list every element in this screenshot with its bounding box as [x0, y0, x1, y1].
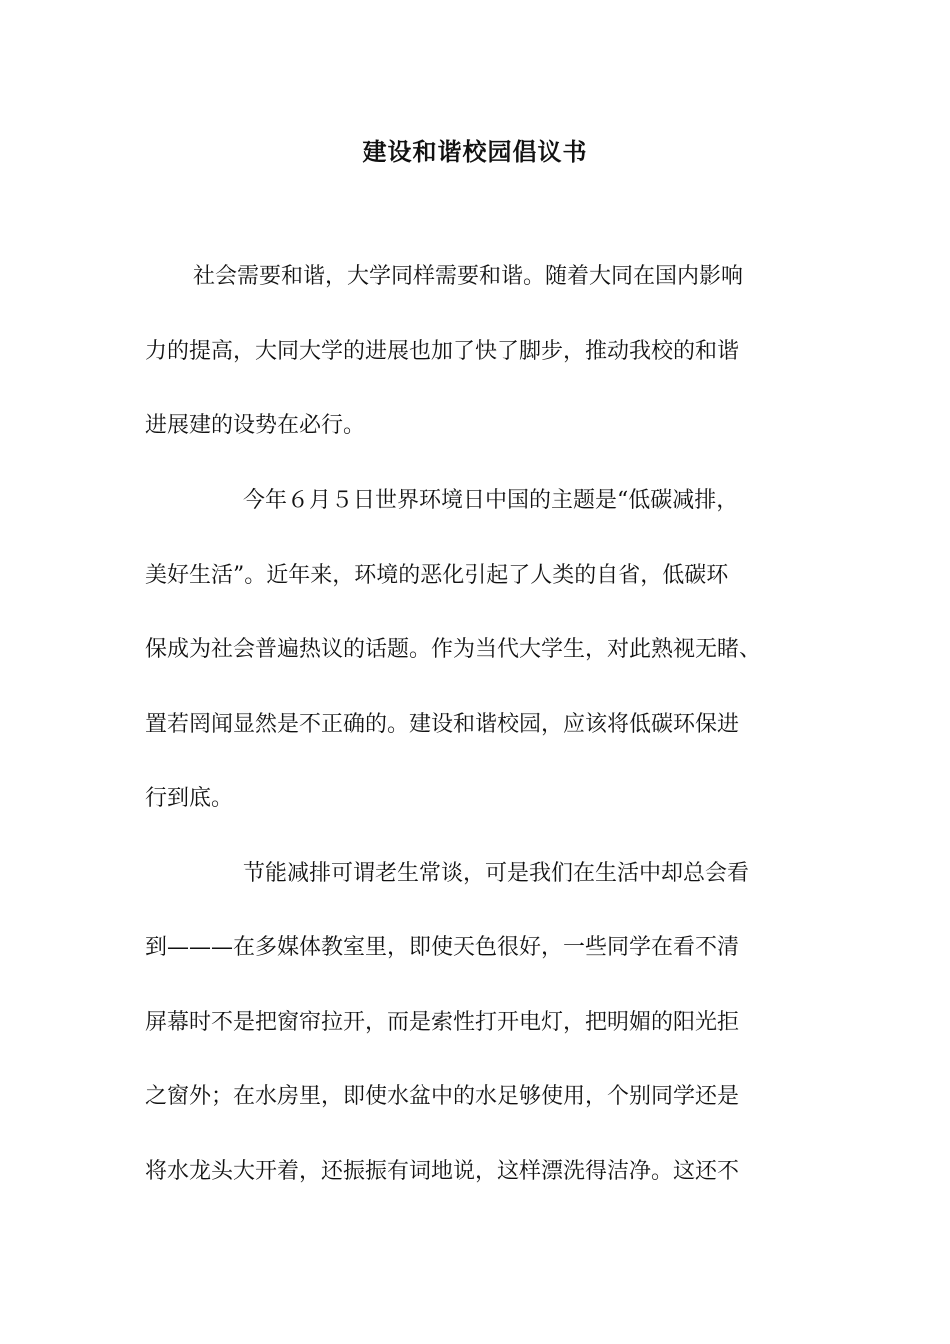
document-title: 建设和谐校园倡议书: [362, 137, 588, 166]
paragraph-line: 行到底。: [145, 786, 234, 811]
paragraph-line: 将水龙头大开着，还振振有词地说，这样漂洗得洁净。这还不: [145, 1159, 740, 1184]
paragraph-line: 保成为社会普遍热议的话题。作为当代大学生，对此熟视无睹、: [145, 637, 762, 662]
paragraph-line: 社会需要和谐，大学同样需要和谐。随着大同在国内影响: [193, 264, 744, 289]
paragraph-line: 置若罔闻显然是不正确的。建设和谐校园，应该将低碳环保进: [145, 712, 740, 737]
paragraph-line: 到———在多媒体教室里，即使天色很好，一些同学在看不清: [145, 935, 740, 960]
paragraph-line: 进展建的设势在必行。: [145, 413, 366, 438]
paragraph-line: 节能减排可谓老生常谈，可是我们在生活中却总会看: [243, 861, 750, 886]
paragraph-line: 力的提高，大同大学的进展也加了快了脚步，推动我校的和谐: [145, 339, 740, 364]
paragraph-line: 今年６月５日世界环境日中国的主题是“低碳减排，: [243, 488, 739, 513]
paragraph-line: 美好生活”。近年来，环境的恶化引起了人类的自省，低碳环: [145, 563, 729, 588]
paragraph-line: 之窗外；在水房里，即使水盆中的水足够使用，个别同学还是: [145, 1084, 740, 1109]
paragraph-line: 屏幕时不是把窗帘拉开，而是索性打开电灯，把明媚的阳光拒: [145, 1010, 740, 1035]
